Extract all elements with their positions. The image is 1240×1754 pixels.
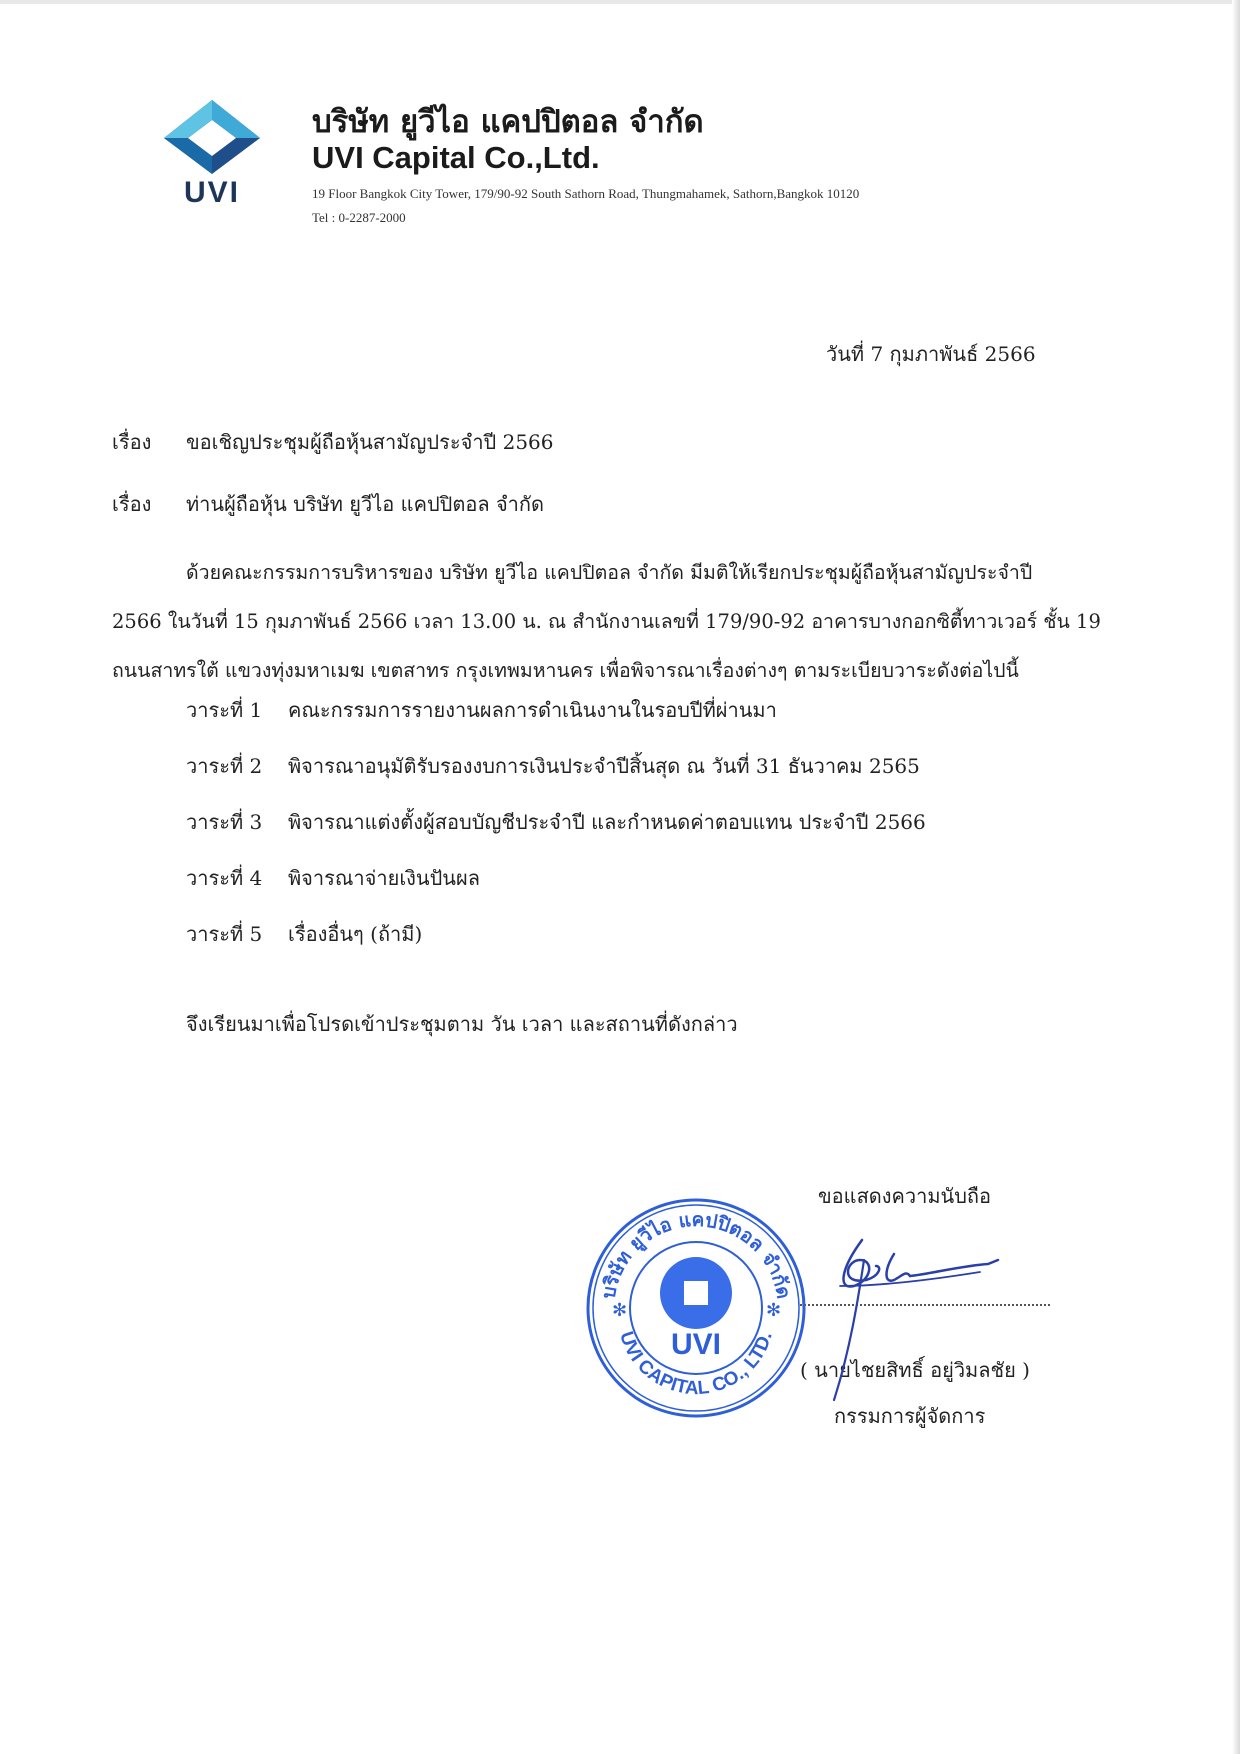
agenda-item — [186, 694, 777, 724]
body-line: 2566 ในวันที่ 15 กุมภาพันธ์ 2566 เวลา 13.00 น. ณ สำนักงานเลขที่ 179/90-92 อาคารบางกอกซิตี้ทาวเวอร์ ชั้น 19 — [112, 610, 1101, 633]
letter-date: วันที่ 7 กุมภาพันธ์ 2566 — [826, 342, 1036, 366]
agenda-text: พิจารณาจ่ายเงินปันผล — [288, 866, 480, 890]
agenda-text: พิจารณาอนุมัติรับรองงบการเงินประจำปีสิ้นสุด ณ วันที่ 31 ธันวาคม 2565 — [288, 754, 920, 778]
company-address: 19 Floor Bangkok City Tower, 179/90-92 South Sathorn Road, Thungmahamek, Sathorn,Bangkok 10120 — [312, 186, 860, 201]
agenda-item — [186, 750, 920, 780]
stamp-asterisk-icon: ✻ — [766, 1300, 782, 1321]
company-name-thai: บริษัท ยูวีไอ แคปปิตอล จำกัด — [312, 104, 704, 140]
closing-sentence: จึงเรียนมาเพื่อโปรดเข้าประชุมตาม วัน เวลา และสถานที่ดังกล่าว — [186, 1012, 738, 1036]
body-line: ด้วยคณะกรรมการบริหารของ บริษัท ยูวีไอ แคปปิตอล จำกัด มีมติให้เรียกประชุมผู้ถือหุ้นสามัญประจำปี — [186, 561, 1033, 584]
body-line: ถนนสาทรใต้ แขวงทุ่งมหาเมฆ เขตสาทร กรุงเทพมหานคร เพื่อพิจารณาเรื่องต่างๆ ตามระเบียบวาระดังต่อไปนี้ — [112, 659, 1019, 682]
company-stamp — [584, 1188, 808, 1428]
agenda-label: วาระที่ 5 — [186, 922, 263, 946]
subject-text: ขอเชิญประชุมผู้ถือหุ้นสามัญประจำปี 2566 — [186, 430, 554, 454]
subject-label: เรื่อง — [112, 430, 152, 454]
logo-text: UVI — [183, 176, 240, 209]
stamp-asterisk-icon: ✻ — [612, 1300, 628, 1321]
agenda-item — [186, 862, 480, 892]
company-name-english: UVI Capital Co.,Ltd. — [312, 140, 600, 175]
company-logo — [160, 98, 264, 208]
signer-title: กรรมการผู้จัดการ — [834, 1404, 986, 1428]
company-telephone: Tel : 0-2287-2000 — [312, 210, 406, 225]
stamp-center-text: UVI — [670, 1328, 722, 1361]
page-right-edge — [1232, 0, 1240, 1754]
agenda-label: วาระที่ 3 — [186, 810, 263, 834]
agenda-text: เรื่องอื่นๆ (ถ้ามี) — [288, 922, 423, 946]
handwritten-signature — [820, 1230, 1020, 1410]
logo-diamond-icon — [160, 98, 264, 176]
agenda-label: วาระที่ 2 — [186, 754, 263, 778]
stamp-center-square-icon — [684, 1281, 708, 1305]
stamp-text-english: UVI CAPITAL CO., LTD. — [615, 1329, 777, 1400]
agenda-item — [186, 918, 422, 948]
recipient-text: ท่านผู้ถือหุ้น บริษัท ยูวีไอ แคปปิตอล จำกัด — [186, 492, 544, 516]
regards-text: ขอแสดงความนับถือ — [818, 1184, 992, 1208]
agenda-item — [186, 806, 926, 836]
page-top-edge — [0, 0, 1240, 4]
body-paragraph — [112, 548, 1112, 695]
signer-name: ( นายไชยสิทธิ์ อยู่วิมลชัย ) — [800, 1358, 1030, 1382]
agenda-label: วาระที่ 1 — [186, 698, 263, 722]
agenda-text: คณะกรรมการรายงานผลการดำเนินงานในรอบปีที่ผ่านมา — [288, 698, 777, 722]
stamp-text-thai: บริษัท ยูวีไอ แคปปิตอล จำกัด — [597, 1208, 795, 1301]
agenda-text: พิจารณาแต่งตั้งผู้สอบบัญชีประจำปี และกำหนดค่าตอบแทน ประจำปี 2566 — [288, 810, 926, 834]
recipient-label: เรื่อง — [112, 492, 152, 516]
agenda-label: วาระที่ 4 — [186, 866, 263, 890]
